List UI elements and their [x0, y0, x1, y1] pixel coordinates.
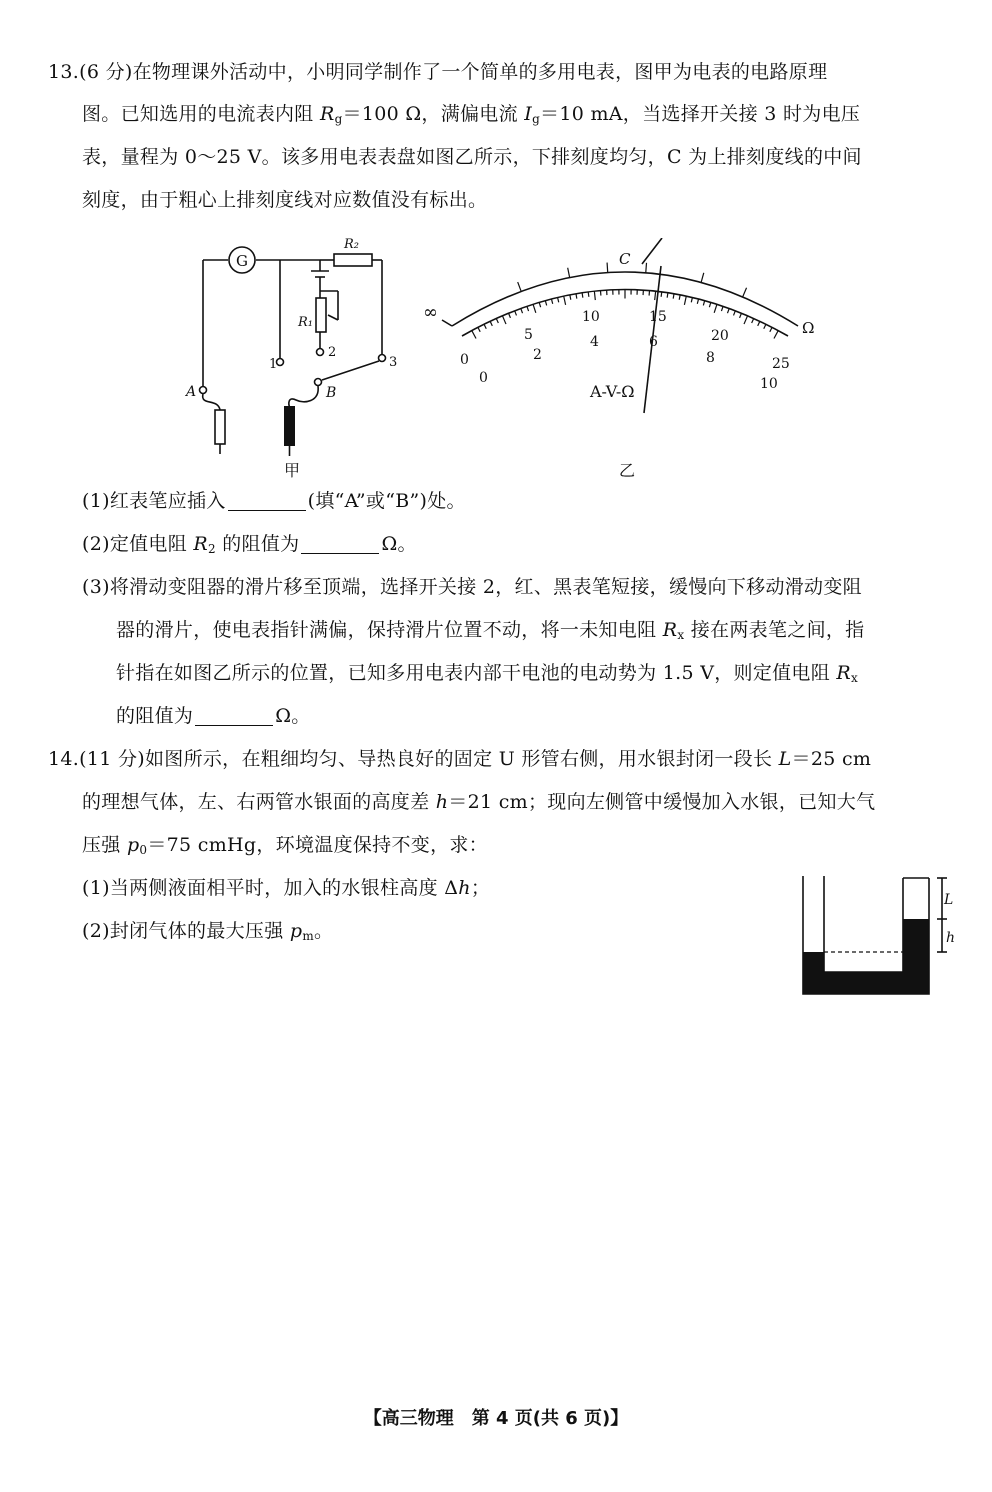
- infinity-label: ∞: [423, 302, 438, 323]
- middle-scale-6: 6: [649, 334, 658, 350]
- dial-upper-tick: [701, 273, 704, 283]
- q14-text-3b: ＝75 cmHg，环境温度保持不变，求：: [147, 834, 488, 856]
- dial-tick: [709, 302, 710, 307]
- dial-tick: [490, 321, 492, 326]
- part-1-answer-blank[interactable]: [228, 490, 306, 511]
- q13-score: (6 分): [79, 61, 133, 83]
- dial-tick: [752, 318, 754, 323]
- upper-scale-20: 20: [711, 328, 729, 344]
- meter-dial: [420, 238, 820, 488]
- dial-tick: [576, 294, 577, 299]
- q14-text-1b: ＝25 cm: [791, 748, 872, 770]
- pm-subscript: m: [302, 929, 315, 943]
- h-symbol: h: [435, 791, 449, 813]
- terminal-1-label: 1: [269, 357, 278, 372]
- part-3-text-3a: 针指在如图乙所示的位置，已知多用电表内部干电池的电动势为 1.5 V，则定值电阻: [116, 662, 837, 684]
- l-symbol: L: [778, 748, 792, 770]
- upper-scale-10: 10: [582, 309, 600, 325]
- dial-tick: [684, 296, 686, 305]
- rx-symbol-2: R: [836, 662, 851, 684]
- galvanometer-label: G: [236, 252, 248, 270]
- rx-symbol: R: [662, 619, 678, 641]
- part-3-text-4a: 的阻值为: [116, 705, 194, 727]
- dial-tick: [484, 324, 486, 328]
- dial-tick: [691, 297, 692, 302]
- ig-subscript: g: [532, 112, 541, 126]
- page-footer: 【高三物理 第 4 页(共 6 页)】: [363, 1408, 629, 1429]
- q14-sub-2-text-a: (2)封闭气体的最大压强: [82, 920, 290, 942]
- part-1-text-b: (填“A”或“B”)处。: [307, 490, 466, 512]
- dial-upper-tick: [568, 268, 570, 278]
- middle-scale-0: 0: [460, 352, 469, 368]
- q14-score: (11 分): [79, 748, 145, 770]
- dial-tick: [564, 296, 566, 305]
- part-3-answer-blank[interactable]: [195, 705, 273, 726]
- part-2-text-b: 的阻值为: [215, 533, 300, 555]
- lower-scale-0: 0: [479, 370, 488, 386]
- q14-text-2b: ＝21 cm；现向左侧管中缓慢加入水银，已知大气: [448, 791, 876, 813]
- q14-sub-2-text-b: 。: [314, 920, 334, 942]
- dial-tick: [502, 316, 506, 324]
- dial-tick: [551, 299, 552, 304]
- q13-line-4: [82, 186, 487, 214]
- dial-tick: [734, 311, 736, 316]
- part-2-text-c: Ω。: [381, 533, 417, 555]
- u-tube-diagram: [795, 872, 965, 1000]
- dial-tick: [588, 292, 589, 297]
- dial-tick: [758, 321, 760, 326]
- rg-symbol: R: [319, 103, 335, 125]
- upper-scale-25: 25: [772, 356, 790, 372]
- dial-upper-tick: [646, 263, 647, 273]
- middle-scale-8: 8: [706, 350, 715, 366]
- terminal-3-label: 3: [389, 355, 398, 370]
- r2-symbol: R: [193, 533, 208, 555]
- dial-tick: [703, 301, 704, 306]
- dial-tick: [667, 293, 668, 298]
- q13-text-1: 在物理课外活动中，小明同学制作了一个简单的多用电表，图甲为电表的电路原理: [132, 61, 828, 83]
- dial-tick: [527, 306, 529, 311]
- dial-upper-tick: [607, 263, 608, 273]
- dial-tick: [697, 299, 698, 304]
- q14-text-2a: 的理想气体，左、右两管水银面的高度差: [82, 791, 436, 813]
- q14-line-2: [82, 788, 875, 816]
- terminal-2-label: 2: [328, 345, 337, 360]
- dial-tick: [774, 331, 778, 339]
- dial-tick: [673, 294, 674, 299]
- dial-tick: [727, 308, 729, 313]
- p0-subscript: 0: [139, 843, 148, 857]
- r2-subscript: 2: [207, 542, 216, 556]
- dial-tick: [744, 316, 748, 324]
- dial-tick: [478, 327, 480, 331]
- q14-line-1: [48, 745, 871, 773]
- dial-tick: [509, 313, 511, 318]
- dial-tick: [558, 297, 559, 302]
- dial-tick: [496, 318, 498, 323]
- r2-label: R₂: [344, 237, 359, 252]
- figure-yi-caption: 乙: [618, 461, 636, 480]
- q13-part-3-line-1: [82, 573, 862, 601]
- delta-h-symbol: h: [458, 877, 471, 899]
- circuit-diagram: [170, 228, 420, 488]
- q13-text-3: 表，量程为 0～25 V。该多用电表表盘如图乙所示，下排刻度均匀，C 为上排刻度线的中间: [82, 146, 862, 168]
- q13-text-2b: ＝100 Ω，满偏电流: [342, 103, 525, 125]
- q14-sub-2: [82, 917, 333, 945]
- dial-tick: [594, 291, 595, 300]
- dial-tick: [764, 324, 766, 328]
- dial-upper-tick: [518, 282, 522, 291]
- q13-line-2: [82, 100, 860, 128]
- lower-scale-10: 10: [760, 376, 778, 392]
- part-3-text-4b: Ω。: [275, 705, 311, 727]
- upper-scale-15: 15: [649, 309, 667, 325]
- q13-part-1: [82, 487, 466, 515]
- part-1-text-a: (1)红表笔应插入: [82, 490, 226, 512]
- dial-tick: [714, 304, 717, 313]
- q13-text-2c: ＝10 mA，当选择开关接 3 时为电压: [540, 103, 861, 125]
- u-tube-l-label: L: [944, 892, 954, 908]
- dial-tick: [679, 295, 680, 300]
- part-3-text-2b: 接在两表笔之间，指: [684, 619, 865, 641]
- dial-upper-tick: [743, 288, 747, 297]
- q14-text-1a: 如图所示，在粗细均匀、导热良好的固定 U 形管右侧，用水银封闭一段长: [144, 748, 779, 770]
- q13-number: 13.: [48, 61, 80, 83]
- q14-sub-1: [82, 874, 490, 902]
- figure-jia-caption: 甲: [283, 461, 301, 480]
- dial-tick: [655, 291, 656, 300]
- part-3-text-2a: 器的滑片，使电表指针满偏，保持滑片位置不动，将一未知电阻: [116, 619, 663, 641]
- dial-tick: [770, 327, 772, 331]
- rx-subscript: x: [677, 628, 685, 642]
- middle-scale-4: 4: [590, 334, 599, 350]
- middle-scale-2: 2: [533, 347, 542, 363]
- terminal-b-label: B: [326, 385, 337, 401]
- p0-symbol: p: [126, 834, 140, 856]
- rg-subscript: g: [334, 112, 343, 126]
- ig-symbol: I: [524, 103, 533, 125]
- dial-tick: [533, 304, 536, 313]
- q14-sub-1-text-a: (1)当两侧液面相平时，加入的水银柱高度 Δ: [82, 877, 459, 899]
- q14-number: 14.: [48, 748, 80, 770]
- part-3-text-1: (3)将滑动变阻器的滑片移至顶端，选择开关接 2，红、黑表笔短接，缓慢向下移动滑动变阻: [82, 576, 862, 598]
- dial-tick: [570, 295, 571, 300]
- terminal-a-label: A: [186, 384, 197, 400]
- dial-tick: [582, 293, 583, 298]
- q14-text-3a: 压强: [82, 834, 127, 856]
- dial-tick: [740, 313, 742, 318]
- u-tube-h-label: h: [946, 930, 956, 946]
- dial-tick: [521, 308, 523, 313]
- dial-tick: [661, 292, 662, 297]
- upper-scale-5: 5: [524, 327, 533, 343]
- part-2-answer-blank[interactable]: [301, 533, 379, 554]
- dial-tick: [515, 311, 517, 316]
- dial-tick: [545, 301, 546, 306]
- q13-part-3-line-2: [116, 616, 864, 644]
- ohm-unit-label: Ω: [802, 319, 815, 337]
- q13-line-1: [48, 58, 827, 86]
- dial-tick: [539, 302, 540, 307]
- q13-part-3-line-3: [116, 659, 858, 687]
- q13-text-2a: 图。已知选用的电流表内阻: [82, 103, 320, 125]
- q13-part-3-line-4: [116, 702, 311, 730]
- r1-label: R₁: [298, 315, 313, 330]
- rx-subscript-2: x: [850, 671, 859, 685]
- dial-tick: [721, 306, 723, 311]
- q13-part-2: [82, 530, 417, 558]
- dial-tick: [472, 331, 476, 339]
- mode-label: A-V-Ω: [590, 382, 635, 401]
- c-label: C: [619, 250, 631, 268]
- q13-line-3: [82, 143, 862, 171]
- q14-sub-1-text-b: ；: [470, 877, 491, 899]
- q14-line-3: [82, 831, 488, 859]
- pm-symbol: p: [289, 920, 303, 942]
- part-2-text-a: (2)定值电阻: [82, 533, 194, 555]
- q13-text-4: 刻度，由于粗心上排刻度线对应数值没有标出。: [82, 189, 488, 211]
